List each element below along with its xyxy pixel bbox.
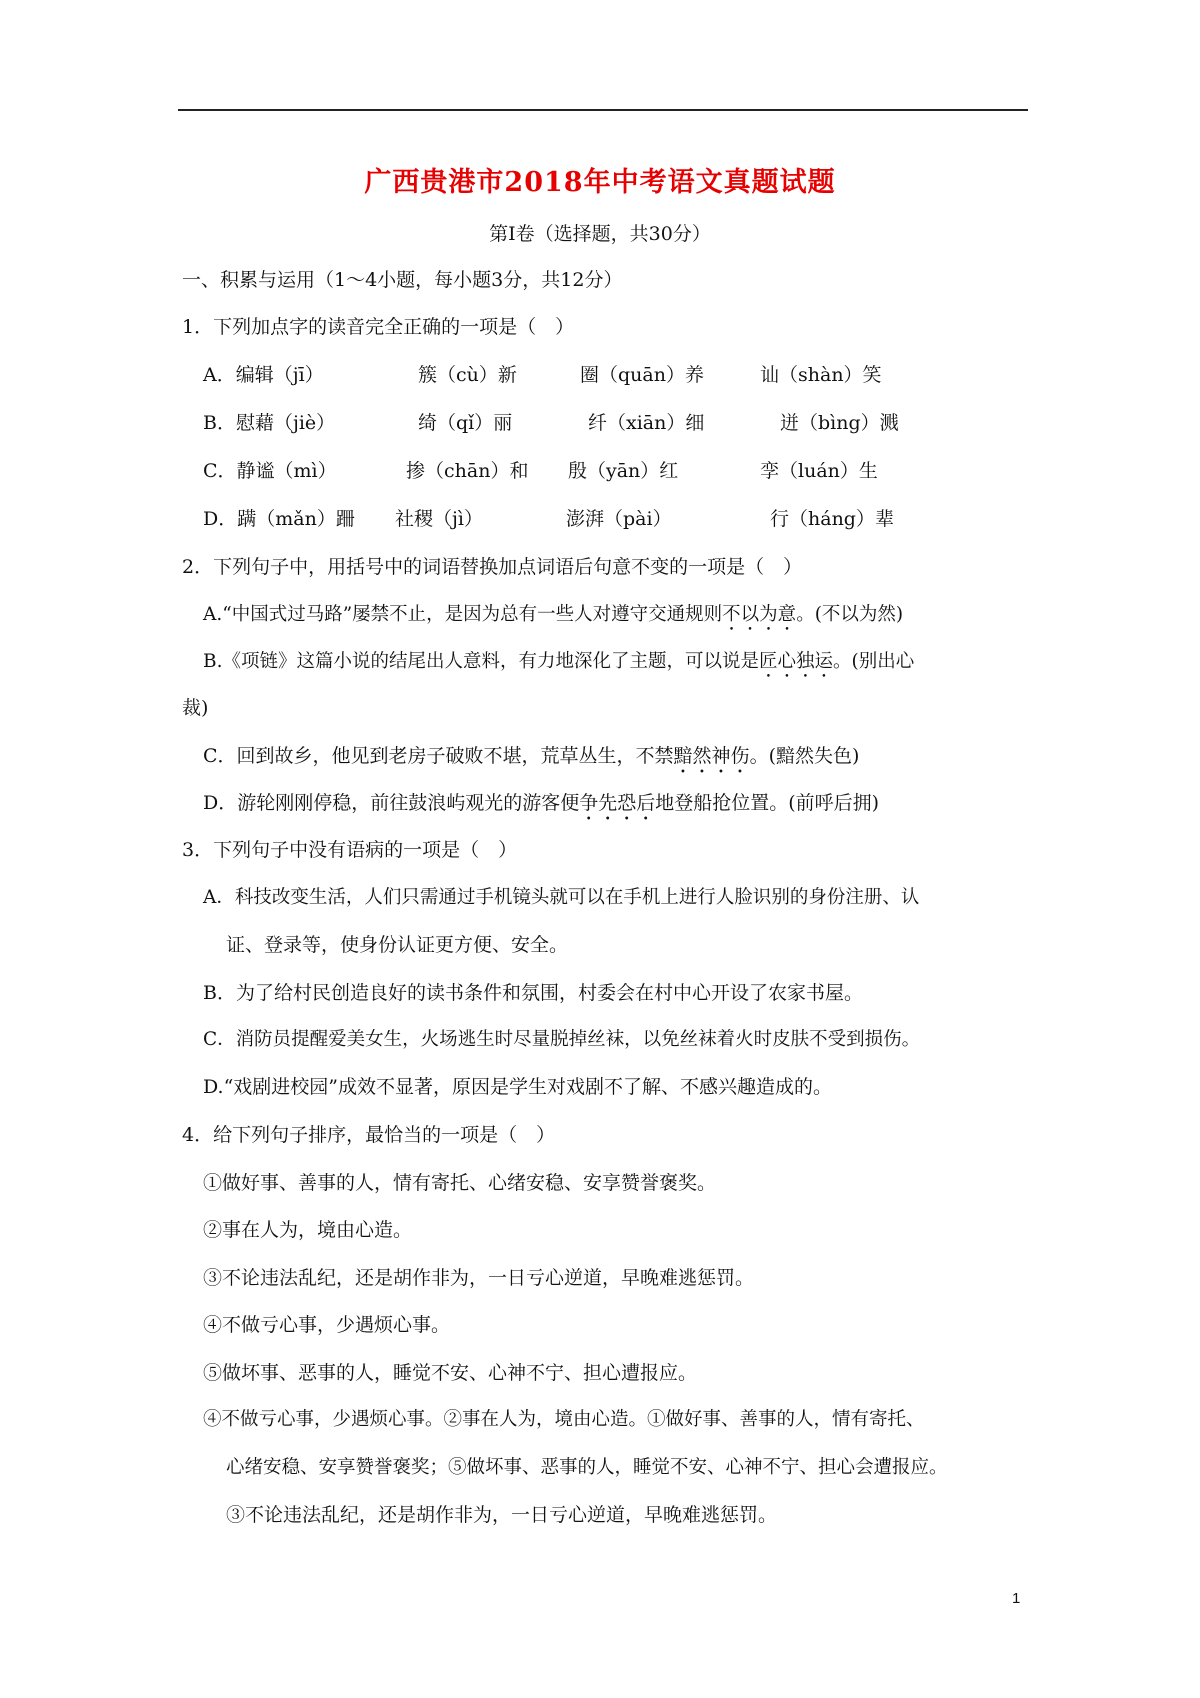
q1-b-item-3: 纤（xiān）细 [588,412,705,434]
q1-c-item-3: 殷（yān）红 [568,460,679,482]
q4-stem: 4．给下列句子排序，最恰当的一项是（ ） [182,1124,556,1146]
q3-option-a-line2: 证、登录等，使身份认证更方便、安全。 [226,934,569,956]
q2-d-replacement: 地登船抢位置。(前呼后拥) [655,792,880,814]
q2-c-text: C．回到故乡，他见到老房子破败不堪，荒草丛生，不禁 [203,745,674,767]
q1-b-item-4: 迸（bìng）溅 [780,412,899,434]
section-header: 第Ⅰ卷（选择题，共30分） [489,223,711,245]
q3-option-c: C．消防员提醒爱美女生，火场逃生时尽量脱掉丝袜，以免丝袜着火时皮肤不受到损伤。 [203,1029,921,1050]
q4-item-1: ①做好事、善事的人，情有寄托、心绪安稳、安享赞誉褒奖。 [203,1172,717,1194]
q1-b-item-2: 绮（qǐ）丽 [418,412,513,434]
q1-d-item-4: 行（háng）辈 [770,508,894,530]
header-rule [178,109,1028,111]
q2-c-dotted: 黯然神伤 [673,745,750,767]
q3-stem: 3．下列句子中没有语病的一项是（ ） [182,839,518,861]
q1-c-item-1: C．静谧（mì） [203,460,337,482]
q2-b-text: B.《项链》这篇小说的结尾出人意料，有力地深化了主题，可以说是 [203,651,759,672]
q1-d-item-2: 社稷（jì） [395,508,483,530]
q3-option-a-line1: A．科技改变生活，人们只需通过手机镜头就可以在手机上进行人脸识别的身份注册、认 [203,887,920,908]
q1-c-item-2: 掺（chān）和 [406,460,529,482]
q1-a-item-2: 簇（cù）新 [418,364,517,386]
q2-b-continuation: 裁) [182,697,209,719]
q4-answer-line2: 心绪安稳、安享赞誉褒奖；⑤做坏事、恶事的人，睡觉不安、心神不宁、担心会遭报应。 [226,1457,948,1478]
q1-d-item-1: D．蹒（mǎn）跚 [203,508,355,530]
q1-b-item-1: B．慰藉（jiè） [203,412,336,434]
q2-d-dotted: 争先恐后 [579,792,656,814]
q2-option-a [203,604,903,635]
q4-answer-line3: ③不论违法乱纪，还是胡作非为，一日亏心逆道，早晚难逃惩罚。 [226,1504,778,1526]
q2-c-replacement: 。(黯然失色) [749,745,860,767]
q1-a-item-4: 讪（shàn）笑 [760,364,882,386]
q1-c-item-4: 孪（luán）生 [760,460,878,482]
part-one-heading: 一、积累与运用（1～4小题，每小题3分，共12分） [182,269,623,291]
q2-a-dotted: 不以为意 [722,604,797,625]
q2-option-c [203,745,859,778]
q1-stem: 1．下列加点字的读音完全正确的一项是（ ） [182,316,575,338]
q2-a-replacement: 。(不以为然) [796,604,904,625]
q4-item-5: ⑤做坏事、恶事的人，睡觉不安、心神不宁、担心遭报应。 [203,1362,698,1384]
q1-a-item-3: 圈（quān）养 [580,364,704,386]
page-number: 1 [1012,1590,1021,1607]
q3-option-b: B．为了给村民创造良好的读书条件和氛围，村委会在村中心开设了农家书屋。 [203,982,863,1004]
q1-a-item-1: A．编辑（jī） [203,364,324,386]
q2-option-b [203,651,914,682]
q2-option-d [203,792,879,825]
q4-item-2: ②事在人为，境由心造。 [203,1219,413,1241]
q4-item-3: ③不论违法乱纪，还是胡作非为，一日亏心逆道，早晚难逃惩罚。 [203,1267,755,1289]
q3-option-d: D.“戏剧进校园”成效不显著，原因是学生对戏剧不了解、不感兴趣造成的。 [203,1076,833,1098]
q2-a-text: A.“中国式过马路”屡禁不止，是因为总有一些人对遵守交通规则 [203,604,723,625]
page-title: 广西贵港市2018年中考语文真题试题 [364,167,836,198]
q4-answer-line1: ④不做亏心事，少遇烦心事。②事在人为，境由心造。①做好事、善事的人，情有寄托、 [203,1409,925,1430]
q2-d-text: D．游轮刚刚停稳，前往鼓浪屿观光的游客便 [203,792,580,814]
q4-item-4: ④不做亏心事，少遇烦心事。 [203,1314,451,1336]
q2-b-dotted: 匠心独运 [758,651,833,672]
q2-b-replacement: 。(别出心 [833,651,915,672]
q2-stem: 2．下列句子中，用括号中的词语替换加点词语后句意不变的一项是（ ） [182,556,803,578]
q1-d-item-3: 澎湃（pài） [566,508,672,530]
